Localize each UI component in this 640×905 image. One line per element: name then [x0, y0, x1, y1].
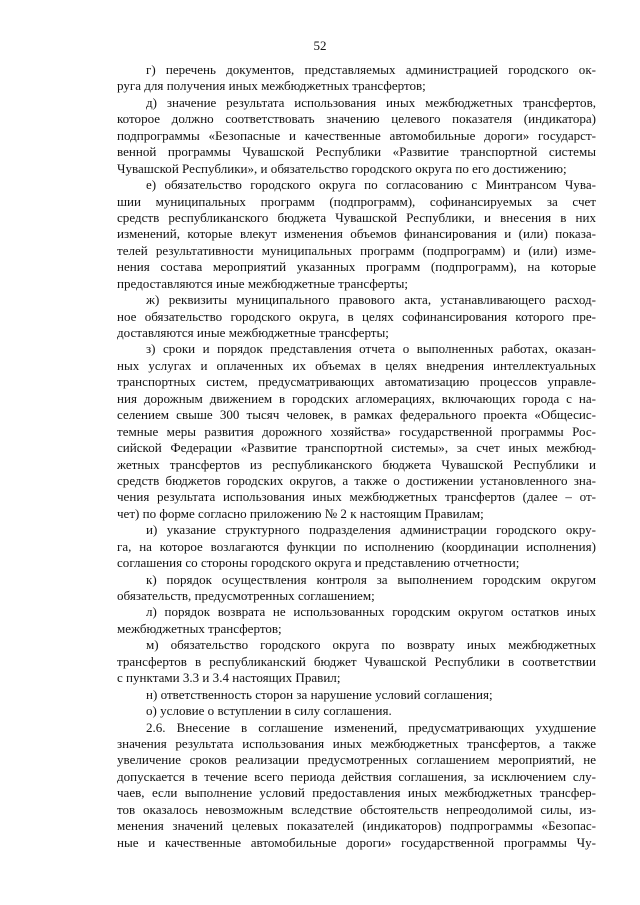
text-line: с пунктами 3.3 и 3.4 настоящих Правил; [117, 670, 341, 686]
text-line: темные меры развития дорожного хозяйства» государственной программы Рос- [117, 423, 596, 439]
text-line: менения значений целевых показателей (индикаторов) подпрограммы «Безопас- [117, 818, 596, 834]
text-line: ж) реквизиты муниципального правового акта, устанавливающего расход- [146, 292, 596, 308]
text-line: венной программы Чувашской Республики «Развитие транспортной системы [117, 144, 596, 160]
text-line: подпрограммы «Безопасные и качественные автомобильные дороги» государст- [117, 127, 596, 143]
text-line: чет) по форме согласно приложению № 2 к настоящим Правилам; [117, 505, 484, 521]
text-line: з) сроки и порядок представления отчета о выполненных работах, оказан- [146, 341, 596, 357]
text-line: д) значение результата использования иных межбюджетных трансфертов, [146, 94, 596, 110]
text-line: ное обязательство городского округа, в целях софинансирования которого пре- [117, 308, 596, 324]
page-number: 52 [313, 38, 327, 53]
text-line: шии муниципальных программ (подпрограмм), софинансируемых за счет [117, 193, 596, 209]
text-line: сийской Федерации «Развитие транспортной системы», за счет иных межбюд- [117, 440, 596, 456]
text-line: к) порядок осуществления контроля за выполнением городским округом [146, 571, 596, 587]
text-line: межбюджетных трансфертов; [117, 620, 282, 636]
text-line: л) порядок возврата не использованных городским округом остатков иных [146, 604, 596, 620]
text-line: Чувашской Республики», и обязательство городского округа по его достижению; [117, 160, 567, 176]
body-text [117, 62, 596, 851]
text-line: доставляются иные межбюджетные трансферты; [117, 325, 389, 340]
text-line: предоставляются иные межбюджетные трансферты; [117, 275, 409, 291]
text-line: м) обязательство городского округа по возврату иных межбюджетных [146, 637, 596, 653]
text-line: г) перечень документов, представляемых администрацией городского ок- [146, 62, 596, 77]
text-line: е) обязательство городского округа по согласованию с Минтрансом Чува- [146, 177, 596, 193]
text-line: значения результата использования иных межбюджетных трансфертов, а также [117, 735, 596, 751]
text-line: руга для получения иных межбюджетных трансфертов; [117, 78, 426, 94]
text-line: увеличение сроков реализации предусмотренных соглашением мероприятий, не [117, 752, 596, 768]
text-line: транспортных систем, предусматривающих автоматизацию процессов управле- [117, 374, 596, 390]
text-line: которое должно соответствовать значению целевого показателя (индикатора) [117, 111, 596, 127]
text-line: ные и качественные автомобильные дороги» государственной программы Чу- [117, 834, 596, 850]
text-line: селением свыше 300 тысяч человек, в рамках федерального проекта «Общесис- [117, 407, 596, 423]
text-line: и) указание структурного подразделения администрации городского окру- [146, 522, 596, 538]
text-line: чения результата использования иных межбюджетных трансфертов (далее – от- [117, 489, 596, 505]
text-line: жетных трансфертов из республиканского бюджета Чувашской Республики и [117, 456, 596, 472]
text-line: га, на которое возлагаются функции по исполнению (координации исполнения) [117, 538, 596, 554]
text-line: телей результативности муниципальных программ (подпрограмм) и (или) изме- [117, 242, 596, 258]
text-line: допускается в течение всего периода действия соглашения, за исключением слу- [117, 768, 596, 784]
text-line: чаев, если выполнение условий предоставления иных межбюджетных трансфер- [117, 785, 596, 801]
text-line: ния дорожным движением в городских агломерациях, включающих города с на- [117, 390, 596, 406]
text-line: средств бюджетов городских округов, а также о достижении установленного зна- [117, 472, 596, 488]
text-line: тов оказалось невозможным вследствие обстоятельств непреодолимой силы, из- [117, 801, 596, 817]
text-line: изменений, которые влекут изменения объемов финансирования и (или) показа- [117, 226, 596, 242]
text-line: нения состава мероприятий указанных программ (подпрограмм), на которые [117, 259, 596, 275]
text-line: трансфертов в республиканский бюджет Чувашской Республики в соответствии [117, 653, 596, 669]
text-line: обязательств, предусмотренных соглашением; [117, 588, 375, 603]
text-line: о) условие о вступлении в силу соглашения. [146, 703, 392, 719]
text-line: ных услугах и оплаченных их объемах в целях внедрения интеллектуальных [117, 357, 596, 373]
text-line: 2.6. Внесение в соглашение изменений, предусматривающих ухудшение [146, 719, 596, 735]
text-line: соглашения со стороны городского округа и представлению отчетности; [117, 555, 520, 571]
text-line: средств республиканского бюджета Чувашской Республики, и внесения в них [117, 209, 596, 225]
text-line: н) ответственность сторон за нарушение условий соглашения; [146, 686, 493, 702]
